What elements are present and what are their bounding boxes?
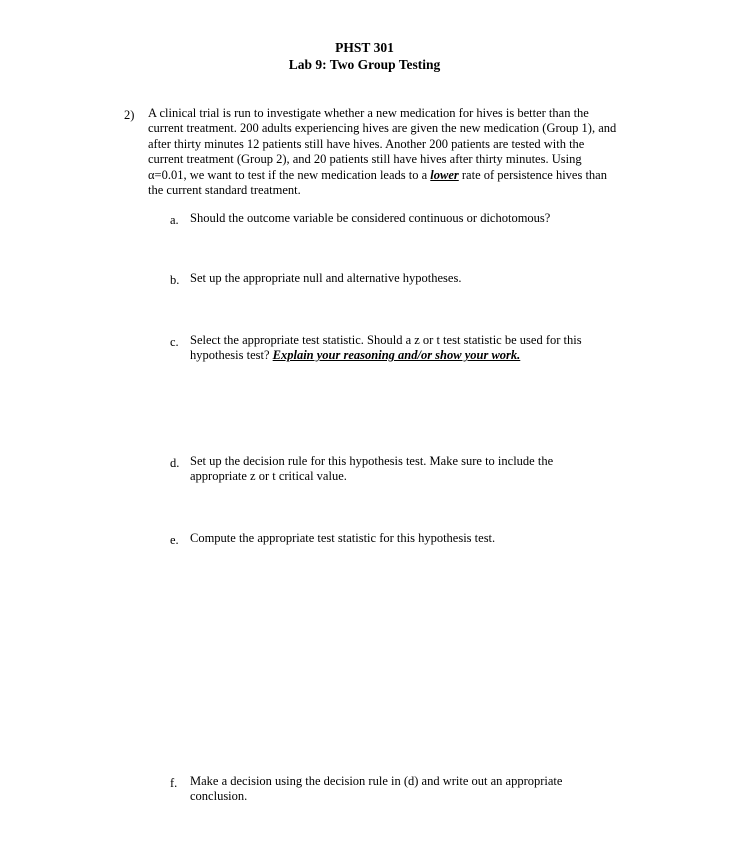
- part-d-letter: d.: [170, 456, 180, 470]
- part-c-text: [190, 333, 610, 364]
- question-emphasis: lower: [430, 167, 459, 182]
- part-e-letter: e.: [170, 533, 179, 547]
- part-b-letter: b.: [170, 273, 180, 287]
- part-c-letter: c.: [170, 335, 179, 349]
- part-f-letter: f.: [170, 776, 178, 790]
- part-c-emphasis: Explain your reasoning and/or show your work.: [272, 348, 521, 363]
- part-c-question: Select the appropriate test statistic. Should a z or t test statistic be used for this hypothesis test?: [190, 333, 582, 363]
- part-a-text: Should the outcome variable be considered continuous or dichotomous?: [190, 211, 551, 225]
- course-title: PHST 301: [335, 40, 394, 55]
- question-number: 2): [124, 108, 135, 122]
- part-d-text: Set up the decision rule for this hypothesis test. Make sure to include the appropriate z or t critical value.: [190, 454, 554, 484]
- part-f-text: Make a decision using the decision rule in (d) and write out an appropriate conclusion.: [190, 774, 563, 804]
- question-text-before: A clinical trial is run to investigate whether a new medication for hives is better than the current treatment. 200 adults experiencing hives are given the new medication (Group 1), and after thirty minutes 12 patients still have hives. Another 200 patients are tested with the current treatment (Group 2), and 20 patients still have hives after thirty minutes. Using α=0.01, we want to test if the new medication leads to a: [148, 106, 617, 182]
- question-text-after: rate of persistence hives than the current standard treatment.: [148, 167, 607, 198]
- part-e-text: Compute the appropriate test statistic for this hypothesis test.: [190, 531, 496, 545]
- part-b-text: Set up the appropriate null and alternative hypotheses.: [190, 271, 462, 285]
- part-a-letter: a.: [170, 213, 179, 227]
- question-text: [148, 106, 618, 198]
- lab-title: Lab 9: Two Group Testing: [288, 57, 441, 72]
